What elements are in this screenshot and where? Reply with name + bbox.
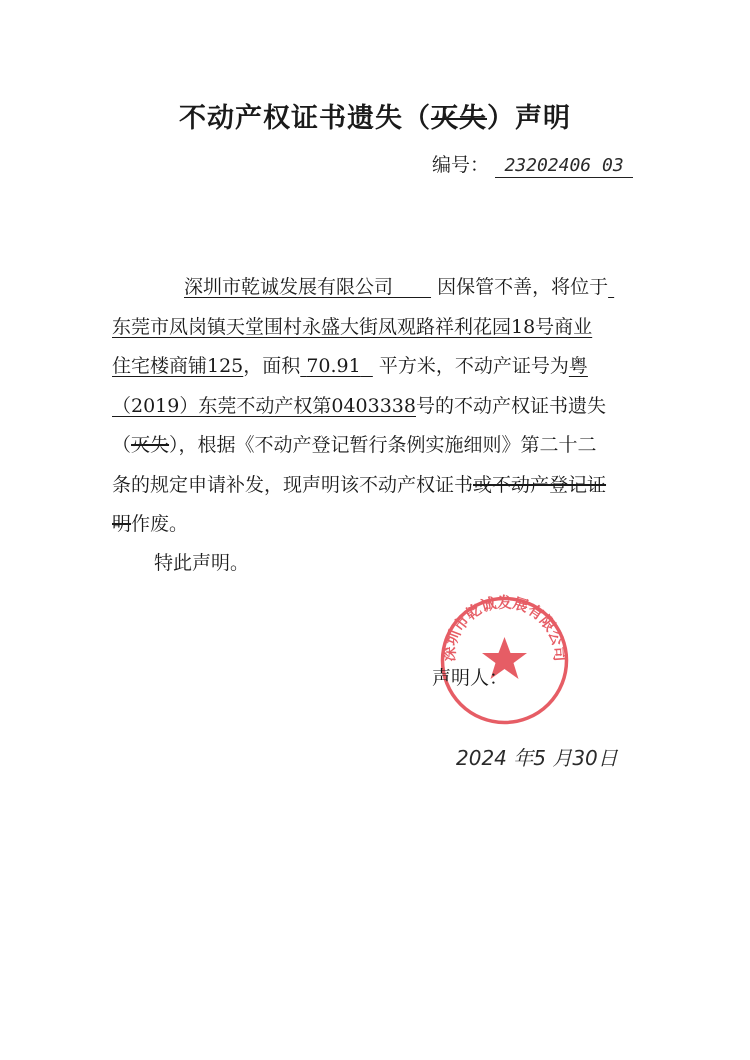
property-address-end: 住宅楼商铺125 — [112, 355, 244, 377]
line5-struck-text: 灭失 — [131, 434, 170, 456]
area-label: ，面积 — [243, 355, 301, 377]
line5-open: （ — [112, 434, 132, 456]
number-label: 编号： — [432, 154, 490, 176]
company-name: 深圳市乾诚发展有限公司 — [184, 276, 394, 298]
property-address: 东莞市凤岗镇天堂围村永盛大街凤观路祥利花园18号商业 — [112, 315, 593, 338]
cert-start: 粤 — [568, 355, 588, 377]
title-struck-text: 灭失 — [431, 103, 487, 134]
seal-text: 深圳市乾诚发展有限公司 — [440, 593, 569, 662]
declaration-body — [112, 268, 637, 545]
line4-text: 号的不动产权证书遗失 — [415, 394, 606, 417]
body-line-5 — [112, 426, 637, 466]
body-line-3 — [112, 347, 637, 387]
line5-text: ），根据《不动产登记暂行条例实施细则》第二十二 — [169, 434, 597, 456]
closing-statement: 特此声明。 — [154, 552, 250, 574]
cert-number: （2019）东莞不动产权第0403338 — [112, 394, 416, 417]
declarant-label: 声明人： — [432, 667, 509, 689]
line3-text: 平方米，不动产证号为 — [378, 355, 569, 377]
line7-text: 作废。 — [131, 513, 189, 535]
title-prefix: 不动产权证书遗失（ — [179, 103, 431, 134]
body-line-2 — [112, 308, 637, 348]
signing-date: 2024 年5 月30日 — [456, 746, 618, 770]
line7-struck-text: 明 — [112, 513, 132, 535]
line6-text: 条的规定申请补发，现声明该不动产权证书 — [112, 473, 474, 496]
number-value: 23202406 03 — [495, 155, 633, 178]
line6-struck-text: 或不动产登记证 — [473, 473, 607, 496]
body-line-1 — [112, 268, 637, 308]
area-value: 70.91 — [306, 355, 361, 377]
title-suffix: ）声明 — [487, 103, 571, 134]
document-number — [432, 150, 633, 178]
body-line-4 — [112, 387, 637, 427]
document-title — [0, 96, 750, 135]
body-line-6 — [112, 466, 637, 506]
body-line-7 — [112, 505, 637, 545]
line1-text: 因保管不善，将位于 — [437, 276, 609, 298]
company-seal — [437, 593, 572, 728]
